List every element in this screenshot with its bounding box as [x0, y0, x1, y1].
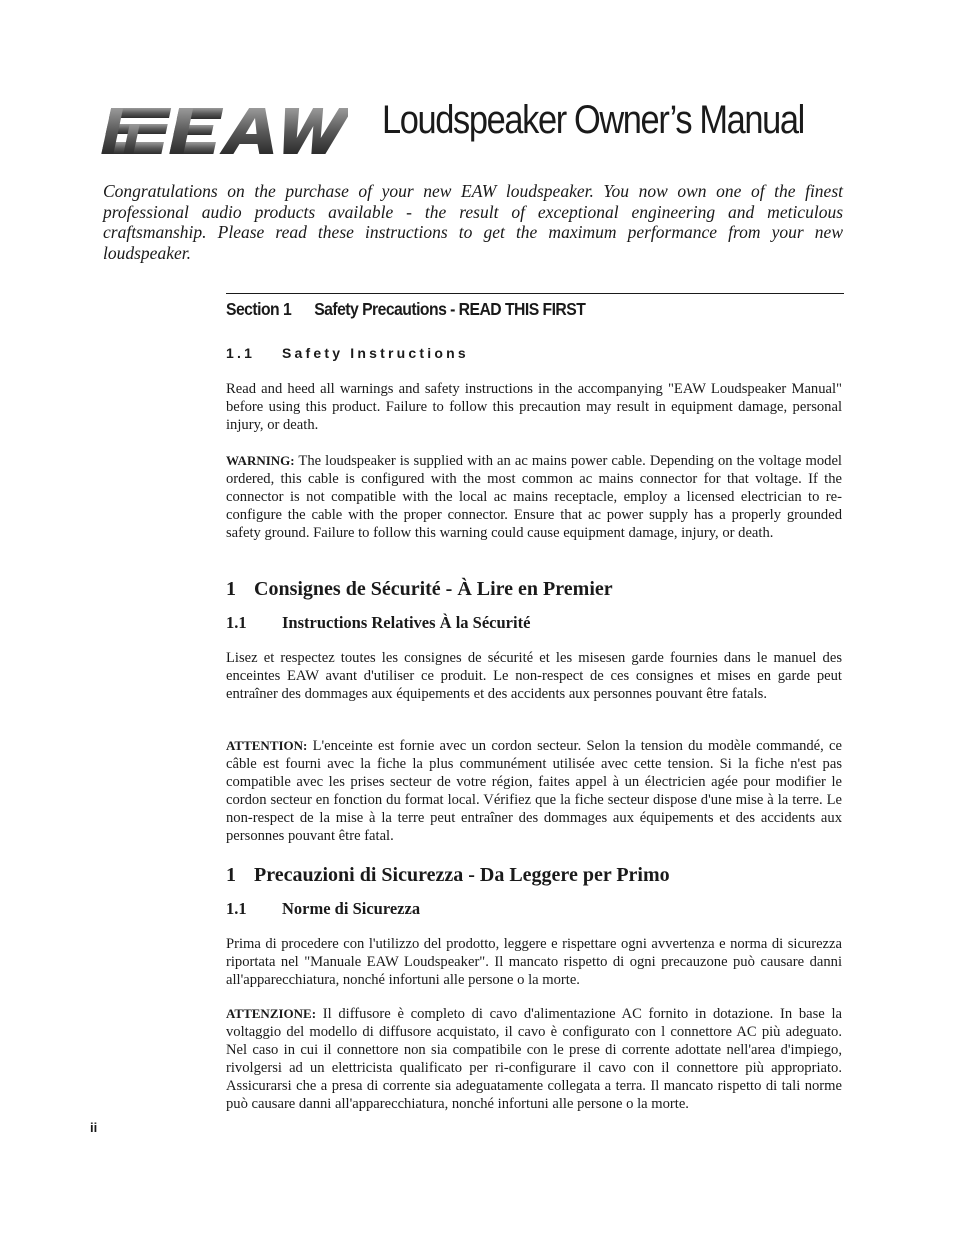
subsection-title-it: Norme di Sicurezza — [282, 899, 421, 918]
warning-paragraph-fr — [226, 737, 842, 845]
safety-paragraph-fr: Lisez et respectez toutes les consignes de sécurité et les misesen garde fournies dans le manuel des enceintes EAW avant d'utiliser ce produit. Le non-respect de ces consignes et mises en garde peut entraîner des dommages aux équipements et des accidents aux personnes pouvant être fatals. — [226, 650, 842, 702]
intro-paragraph: Congratulations on the purchase of your new EAW loudspeaker. You now own one of the finest professional audio products available - the result of exceptional engineering and meticulous craftsmanship. Please read these instructions to get the maximum performance from your new loudspeaker. — [103, 181, 843, 263]
section-title-en: Safety Precautions - READ THIS FIRST — [314, 299, 586, 319]
subsection-title-fr: Instructions Relatives À la Sécurité — [282, 613, 531, 632]
warning-label-it: ATTENZIONE: — [226, 1006, 317, 1021]
subsection-heading-en — [226, 344, 469, 362]
subsection-number-fr: 1.1 — [226, 613, 247, 632]
warning-paragraph-it — [226, 1005, 842, 1113]
warning-text-it: Il diffusore è completo di cavo d'alimentazione AC fornito in dotazione. In base la voltaggio del modello di diffusore acquistato, il cavo è configurato con l connettore AC più adeguato. Nel caso in cui il connettore non sia compatibile con le prese di corrente adottate nell'area d'impiego, rivolgersi ad un elettricista qualificato per ri-configurare il cavo con il connettore più appropriato. Assicurarsi che a presa di corrente sia adeguatamente collegata a terra. Il mancato rispetto di tali norme può causare danni all'apparecchiatura, nonché infortuni alle persone o la morte. — [226, 1006, 842, 1112]
section-heading-fr — [226, 577, 613, 601]
warning-label-en: WARNING: — [226, 453, 295, 468]
subsection-heading-it — [226, 899, 420, 919]
section-number-fr: 1 — [226, 578, 236, 600]
subsection-number-en: 1.1 — [226, 345, 256, 361]
subsection-heading-fr — [226, 613, 530, 633]
eaw-logo — [98, 104, 348, 158]
section-number-it: 1 — [226, 864, 236, 886]
warning-paragraph-en — [226, 452, 842, 542]
section-title-it: Precauzioni di Sicurezza - Da Leggere per Primo — [254, 864, 670, 886]
safety-paragraph-it: Prima di procedere con l'utilizzo del prodotto, leggere e rispettare ogni avvertenza e norma di sicurezza riportata nel "Manuale EAW Loudspeaker". Il mancato rispetto di ogni precauzone può causare danni all'apparecchiatura, nonché infortuni alle persone o la morte. — [226, 936, 842, 988]
subsection-number-it: 1.1 — [226, 899, 247, 918]
warning-text-fr: L'enceinte est fornie avec un cordon secteur. Selon la tension du modèle commandé, ce câble est fourni avec la fiche la plus communément utilisée avec cette tension. Si la fiche n'est pas compatible avec les prises secteur de votre région, faites appel à un électricien agée pour modifier le cordon secteur en fonction du format local. Vérifiez que la fiche secteur dispose d'une mise à la terre. Le non-respect de la mise à la terre peut entraîner des dommages aux équipements et des accidents aux personnes pouvant être fatal. — [226, 738, 842, 844]
section-divider — [226, 293, 844, 294]
section-number-en: Section 1 — [226, 299, 292, 319]
warning-text-en: The loudspeaker is supplied with an ac mains power cable. Depending on the voltage model ordered, this cable is configured with the most common ac mains connector for that voltage. If the connector is not compatible with the local ac mains receptacle, employ a licensed electrician to re-configure the cable with the proper connector. Ensure that ac power supply has a properly grounded safety ground. Failure to follow this warning could cause equipment damage, injury, or death. — [226, 453, 842, 541]
section-heading-it — [226, 863, 670, 887]
document-title: Loudspeaker Owner’s Manual — [382, 98, 804, 142]
safety-paragraph-en: Read and heed all warnings and safety instructions in the accompanying "EAW Loudspeaker Manual" before using this product. Failure to follow this precaution may result in equipment damage, personal injury, or death. — [226, 381, 842, 433]
eaw-logo-graphic — [98, 104, 348, 158]
subsection-title-en: Safety Instructions — [282, 345, 469, 361]
page-number: ii — [90, 1120, 98, 1135]
warning-label-fr: ATTENTION: — [226, 738, 308, 753]
section-title-fr: Consignes de Sécurité - À Lire en Premier — [254, 578, 613, 600]
section-heading-en — [226, 297, 585, 321]
